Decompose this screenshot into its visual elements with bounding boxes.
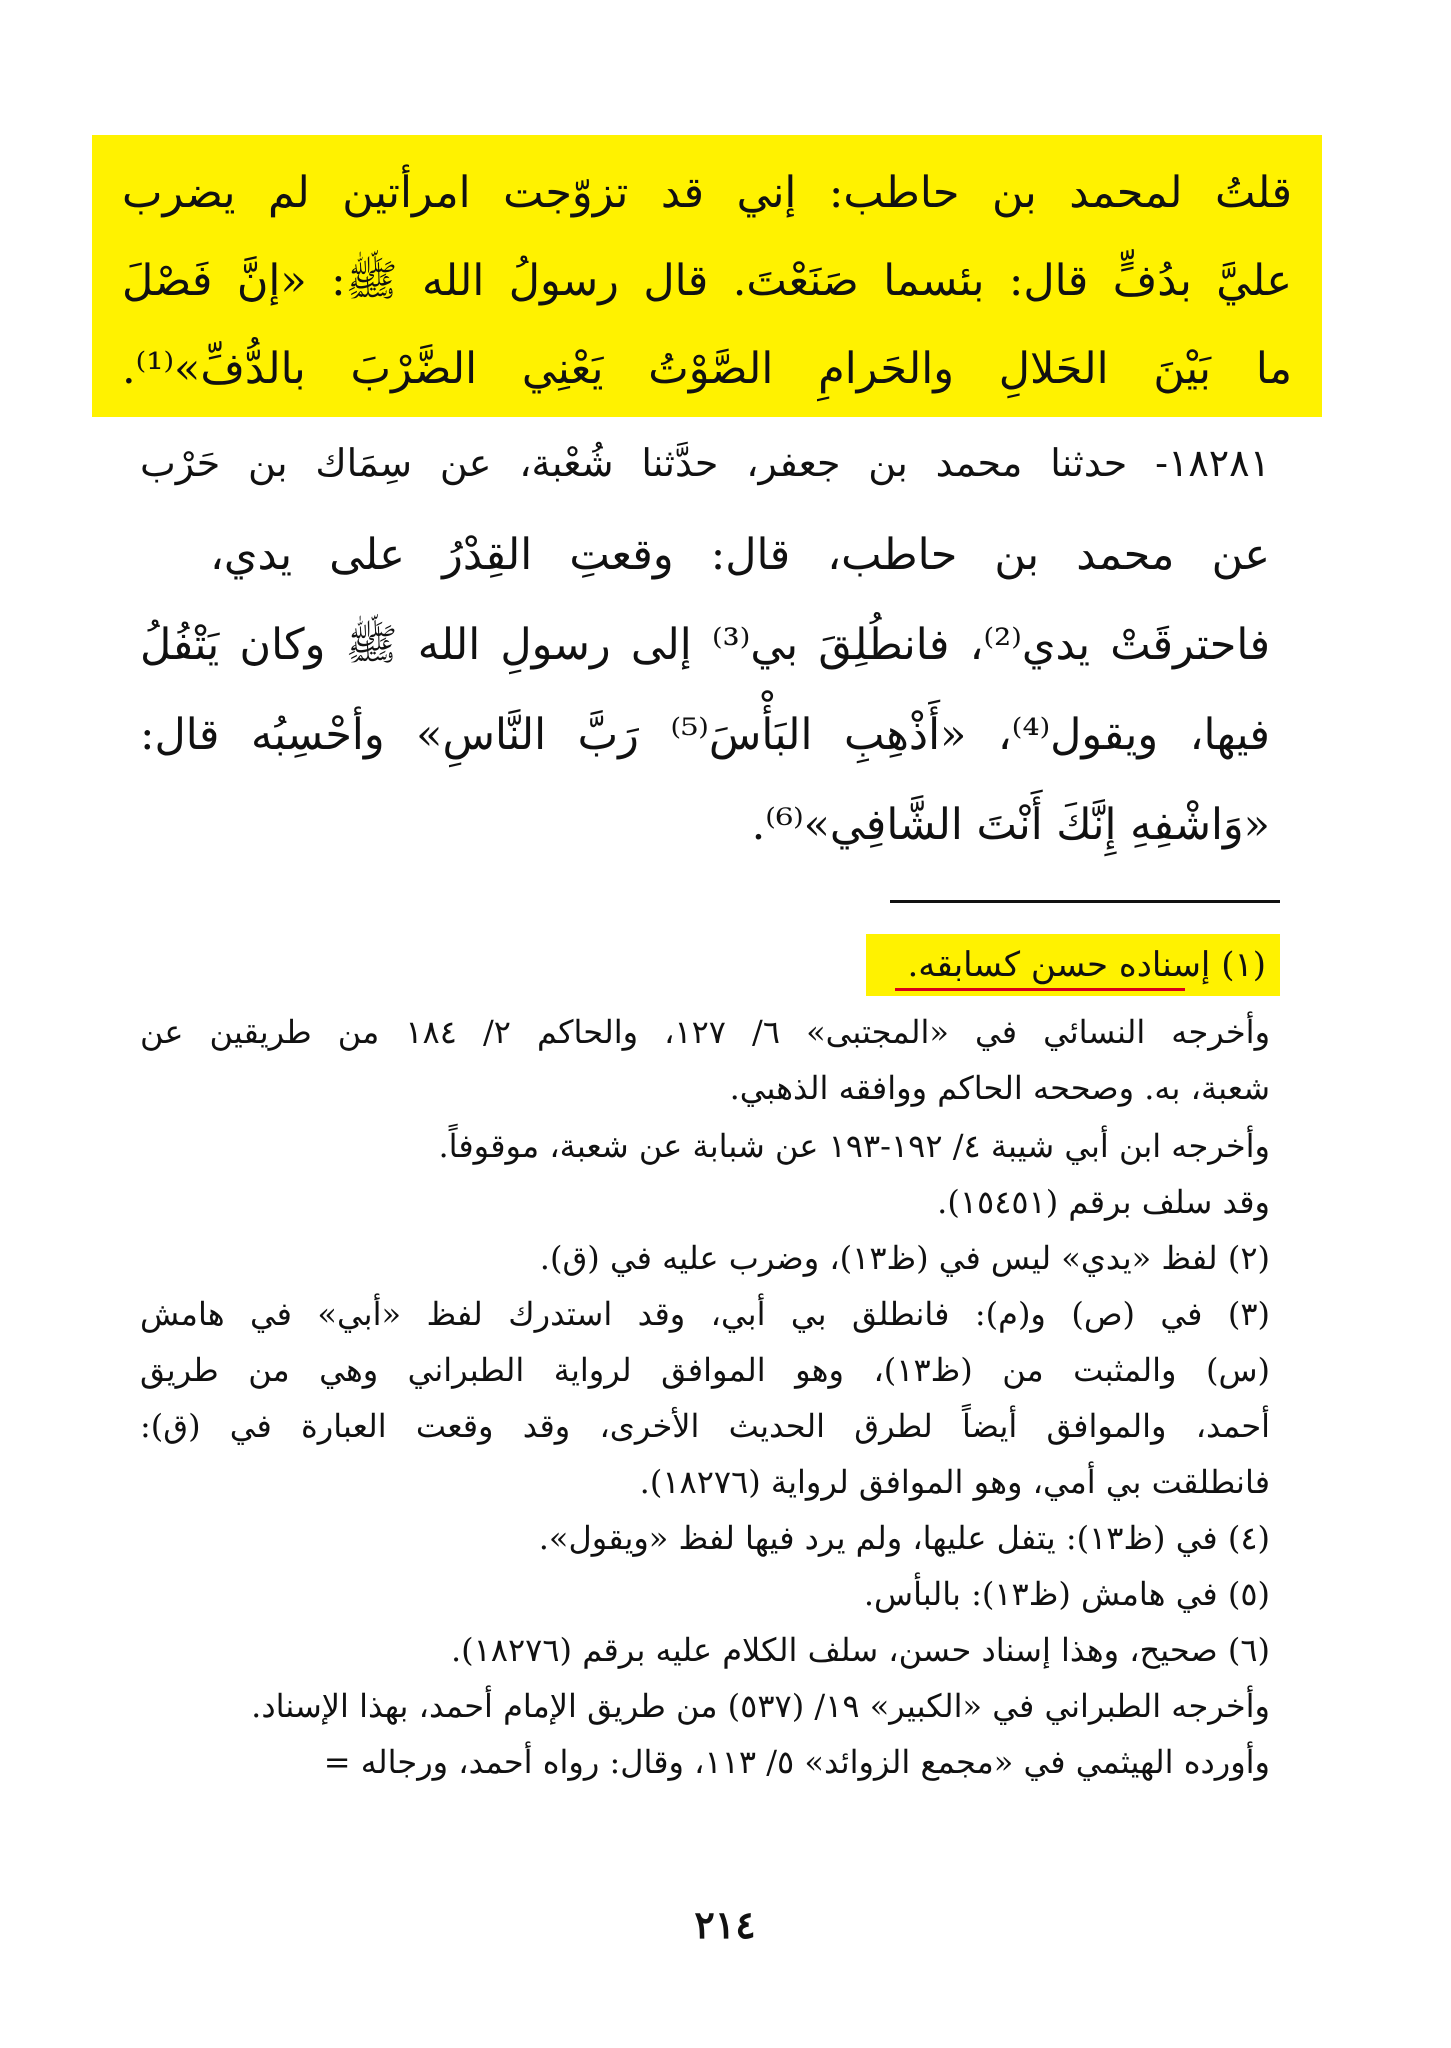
footnote-line: (٢) لفظ «يدي» ليس في (ظ١٣)، وضرب عليه في (ق). (539, 1239, 1270, 1277)
footnote-line: أحمد، والموافق أيضاً لطرق الحديث الأخرى، وقد وقعت العبارة في (ق): (140, 1407, 1270, 1445)
red-underline (895, 988, 1185, 991)
footnote-separator (890, 900, 1280, 903)
footnote-line: (٤) في (ظ١٣): يتفل عليها، ولم يرد فيها لفظ «ويقول». (538, 1519, 1270, 1557)
footnote-1-highlight: (١) إسناده حسن كسابقه. (866, 934, 1280, 996)
footnote-line: فانطلقت بي أمي، وهو الموافق لرواية (١٨٢٧٦). (639, 1463, 1270, 1501)
footnote-line: وأخرجه الطبراني في «الكبير» ١٩/ (٥٣٧) من طريق الإمام أحمد، بهذا الإسناد. (251, 1687, 1270, 1725)
page-number: ٢١٤ (694, 1902, 756, 1947)
footnote-line: وقد سلف برقم (١٥٤٥١). (937, 1183, 1270, 1221)
hadith-text-line: فيها، ويقول⁽⁴⁾، «أَذْهِبِ البَأْسَ⁽⁵⁾ رَبَّ النَّاسِ» وأحْسِبُه قال: (140, 710, 1270, 760)
footnote-line: (س) والمثبت من (ظ١٣)، وهو الموافق لرواية الطبراني وهي من طريق (140, 1351, 1271, 1389)
hadith-text-line: «وَاشْفِهِ إِنَّكَ أَنْتَ الشَّافِي»⁽⁶⁾. (751, 800, 1270, 850)
hadith-chain-line: ١٨٢٨١- حدثنا محمد بن جعفر، حدَّثنا شُعْبة، عن سِمَاك بن حَرْب (140, 441, 1270, 485)
footnote-line: (٥) في هامش (ظ١٣): بالبأس. (863, 1575, 1270, 1613)
footnote-line: (٦) صحيح، وهذا إسناد حسن، سلف الكلام عليه برقم (١٨٢٧٦). (450, 1631, 1270, 1669)
footnote-line: شعبة، به. وصححه الحاكم ووافقه الذهبي. (729, 1069, 1270, 1107)
highlighted-passage (92, 135, 1322, 417)
footnote-line: وأورده الهيثمي في «مجمع الزوائد» ٥/ ١١٣، وقال: رواه أحمد، ورجاله = (323, 1743, 1270, 1781)
footnote-line: وأخرجه النسائي في «المجتبى» ٦/ ١٢٧، والحاكم ٢/ ١٨٤ من طريقين عن (140, 1013, 1271, 1051)
highlight-line: عليَّ بدُفٍّ قال: بئسما صَنَعْتَ. قال رسولُ الله ﷺ: «إنَّ فَصْلَ (122, 256, 1292, 306)
footnote-line: وأخرجه ابن أبي شيبة ٤/ ١٩٢-١٩٣ عن شبابة عن شعبة، موقوفاً. (438, 1127, 1270, 1165)
hadith-text-line: عن محمد بن حاطب، قال: وقعتِ القِدْرُ على يدي، (210, 530, 1270, 580)
highlight-line: قلتُ لمحمد بن حاطب: إني قد تزوّجت امرأتين لم يضرب (122, 168, 1292, 218)
footnote-line: (٣) في (ص) و(م): فانطلق بي أبي، وقد استدرك لفظ «أبي» في هامش (140, 1295, 1270, 1333)
hadith-text-line: فاحترقَتْ يدي⁽²⁾، فانطُلِقَ بي⁽³⁾ إلى رسولِ الله ﷺ وكان يَتْفُلُ (140, 620, 1270, 670)
highlight-line: ما بَيْنَ الحَلالِ والحَرامِ الصَّوْتُ يَعْنِي الضَّرْبَ بالدُّفِّ»⁽¹⁾. (122, 344, 1292, 394)
